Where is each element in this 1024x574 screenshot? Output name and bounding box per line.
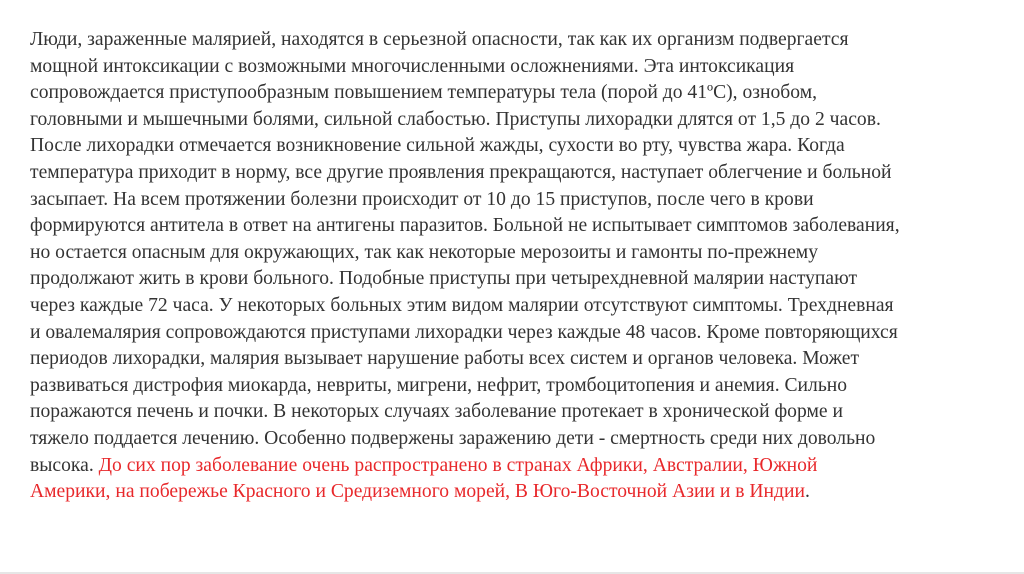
text-line: сопровождается приступообразным повышением температуры тела (порой до 41ºС), ознобом, [30,82,817,104]
text-line: формируются антитела в ответ на антигены паразитов. Больной не испытывает симптомов заболевания, [30,215,900,237]
text-line: продолжают жить в крови больного. Подобные приступы при четырехдневной малярии наступают [30,268,858,290]
body-text-block [30,27,1000,506]
text-line: но остается опасным для окружающих, так как некоторые мерозоиты и гамонты по-прежнему [30,241,818,263]
text-line: мощной интоксикации с возможными многочисленными осложнениями. Эта интоксикация [30,55,795,77]
highlighted-text: Америки, на побережье Красного и Средиземного морей, В Юго-Восточной Азии и в Индии [30,481,805,503]
text-line: После лихорадки отмечается возникновение сильной жажды, сухости во рту, чувства жара. Когда [30,135,845,157]
text-line: Люди, зараженные малярией, находятся в серьезной опасности, так как их организм подвергается [30,29,849,50]
text-fragment: высока. [30,454,99,476]
text-line: и овалемалярия сопровождаются приступами лихорадки через каждые 48 часов. Кроме повторяющихся [30,321,898,343]
text-line: тяжело поддается лечению. Особенно подвержены заражению дети - смертность среди них довольно [30,427,876,449]
text-line: температура приходит в норму, все другие проявления прекращаются, наступает облегчение и больной [30,161,892,183]
text-line: через каждые 72 часа. У некоторых больных этим видом малярии отсутствуют симптомы. Трехдневная [30,294,894,316]
text-line-mixed [30,479,1000,506]
text-line: засыпает. На всем протяжении болезни происходит от 10 до 15 приступов, после чего в крови [30,188,814,210]
text-fragment: . [804,481,810,503]
text-line-mixed [30,453,1000,480]
text-line: головными и мышечными болями, сильной слабостью. Приступы лихорадки длятся от 1,5 до 2 часов. [30,108,881,130]
text-line: периодов лихорадки, малярия вызывает нарушение работы всех систем и органов человека. Может [30,348,860,370]
highlighted-text: До сих пор заболевание очень распространено в странах Африки, Австралии, Южной [98,454,818,476]
text-line: поражаются печень и почки. В некоторых случаях заболевание протекает в хронической форме и [30,401,843,423]
text-line: развиваться дистрофия миокарда, невриты, мигрени, нефрит, тромбоцитопения и анемия. Сильно [30,374,848,396]
